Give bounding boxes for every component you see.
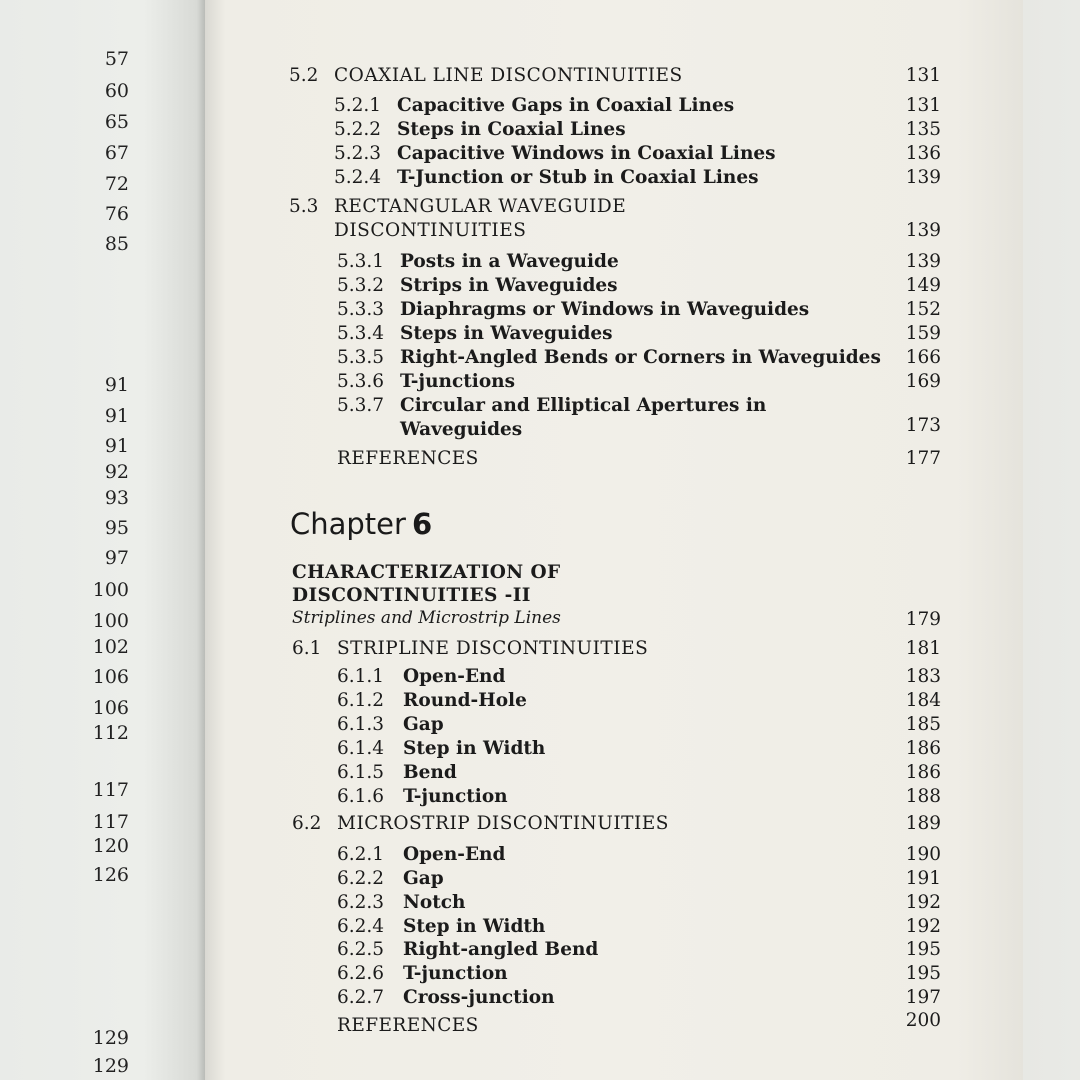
page-number: 184	[905, 690, 941, 711]
left-page-number: 72	[104, 173, 129, 195]
references-label: REFERENCES	[337, 448, 479, 469]
section-title: MICROSTRIP DISCONTINUITIES	[337, 813, 669, 834]
page-number: 195	[905, 939, 941, 960]
chapter-label: Chapter	[290, 507, 406, 541]
toc-references	[0, 1010, 1080, 1039]
toc-section-6-1	[0, 636, 1080, 662]
section-number: 6.1	[292, 638, 322, 659]
entry-title: Capacitive Gaps in Coaxial Lines	[397, 95, 735, 116]
toc-entry	[0, 117, 1080, 143]
toc-section-6-2	[0, 811, 1080, 837]
chapter-subtitle: Striplines and Microstrip Lines	[292, 608, 561, 628]
entry-number: 6.2.4	[337, 916, 385, 937]
entry-number: 5.3.4	[337, 323, 385, 344]
left-page-number: 126	[92, 864, 129, 886]
entry-number: 6.1.1	[337, 666, 385, 687]
entry-number: 5.3.6	[337, 371, 385, 392]
toc-entry	[0, 784, 1080, 810]
entry-title: T-Junction or Stub in Coaxial Lines	[397, 167, 759, 188]
entry-number: 6.2.5	[337, 939, 385, 960]
entry-number: 5.3.3	[337, 299, 385, 320]
left-page-number: 57	[104, 48, 129, 70]
entry-number: 5.3.7	[337, 395, 385, 416]
section-number: 5.2	[289, 65, 319, 86]
entry-number: 6.1.3	[337, 714, 385, 735]
entry-number: 6.2.7	[337, 987, 385, 1008]
page-number: 131	[905, 65, 941, 86]
toc-entry	[0, 141, 1080, 167]
entry-number: 5.2.1	[334, 95, 382, 116]
chapter-page-row	[0, 607, 1080, 633]
toc-entry	[0, 890, 1080, 916]
entry-title: T-junction	[403, 786, 508, 807]
page-number: 186	[905, 738, 941, 759]
page-number: 195	[905, 963, 941, 984]
page-number: 192	[905, 916, 941, 937]
entry-number: 6.1.4	[337, 738, 385, 759]
page-number: 173	[905, 415, 941, 436]
entry-number: 6.2.6	[337, 963, 385, 984]
entry-number: 6.2.1	[337, 844, 385, 865]
toc-entry	[0, 664, 1080, 690]
page-number: 139	[905, 220, 941, 241]
page-number: 159	[905, 323, 941, 344]
toc-entry	[0, 760, 1080, 786]
page-number: 191	[905, 868, 941, 889]
entry-title: Steps in Waveguides	[400, 323, 613, 344]
entry-number: 5.3.2	[337, 275, 385, 296]
page-number: 179	[905, 609, 941, 630]
entry-title: Gap	[403, 868, 444, 889]
toc-entry	[0, 712, 1080, 738]
toc-entry	[0, 369, 1080, 395]
page-number: 185	[905, 714, 941, 735]
toc-section-5-2	[0, 63, 1080, 89]
left-page-number: 129	[92, 1027, 129, 1049]
page-number: 183	[905, 666, 941, 687]
entry-number: 6.1.5	[337, 762, 385, 783]
section-title-continued: DISCONTINUITIES	[334, 220, 527, 241]
entry-title: Right-angled Bend	[403, 939, 599, 960]
toc-entry	[0, 273, 1080, 299]
toc-entry	[0, 297, 1080, 323]
page-number: 189	[905, 813, 941, 834]
entry-title: Steps in Coaxial Lines	[397, 119, 626, 140]
entry-number: 6.1.6	[337, 786, 385, 807]
entry-title: Gap	[403, 714, 444, 735]
left-page-number: 106	[92, 666, 129, 688]
toc-entry	[0, 249, 1080, 275]
entry-number: 6.2.3	[337, 892, 385, 913]
entry-number: 5.3.1	[337, 251, 385, 272]
left-page-number: 93	[104, 487, 129, 509]
toc-entry	[0, 93, 1080, 119]
entry-title: Circular and Elliptical Apertures in	[400, 395, 767, 416]
left-page-number: 85	[104, 233, 129, 255]
left-page-number: 92	[104, 461, 129, 483]
section-title: RECTANGULAR WAVEGUIDE	[334, 196, 627, 217]
entry-title: T-junction	[403, 963, 508, 984]
page-number: 139	[905, 167, 941, 188]
toc-section-5-3-line2	[0, 218, 1080, 244]
page-number: 190	[905, 844, 941, 865]
entry-title: Strips in Waveguides	[400, 275, 618, 296]
page-number: 135	[905, 119, 941, 140]
page-number: 149	[905, 275, 941, 296]
toc-entry	[0, 937, 1080, 963]
left-page-number: 117	[92, 779, 129, 801]
toc-references	[0, 446, 1080, 472]
toc-entry	[0, 961, 1080, 987]
left-page-number: 95	[104, 517, 129, 539]
left-page-number: 91	[104, 405, 129, 427]
page-number: 169	[905, 371, 941, 392]
entry-title: Step in Width	[403, 738, 546, 759]
left-page-number: 100	[92, 610, 129, 632]
section-number: 6.2	[292, 813, 322, 834]
section-number: 5.3	[289, 196, 319, 217]
left-page-number: 76	[104, 203, 129, 225]
entry-title: Step in Width	[403, 916, 546, 937]
left-page-number: 102	[92, 636, 129, 658]
left-page-number: 91	[104, 435, 129, 457]
entry-title: Round-Hole	[403, 690, 527, 711]
page-number: 181	[905, 638, 941, 659]
page-number: 136	[905, 143, 941, 164]
left-page-number: 129	[92, 1055, 129, 1077]
entry-title: Diaphragms or Windows in Waveguides	[400, 299, 810, 320]
toc-entry	[0, 736, 1080, 762]
toc-entry	[0, 866, 1080, 892]
page-number: 186	[905, 762, 941, 783]
references-label: REFERENCES	[337, 1015, 479, 1036]
page-number: 166	[905, 347, 941, 368]
entry-title: Cross-junction	[403, 987, 555, 1008]
chapter-title-line2: DISCONTINUITIES -II	[292, 585, 531, 606]
page-number: 152	[905, 299, 941, 320]
entry-title: Bend	[403, 762, 457, 783]
left-page-number: 91	[104, 374, 129, 396]
entry-number: 5.3.5	[337, 347, 385, 368]
entry-number: 5.2.3	[334, 143, 382, 164]
page-number: 197	[905, 987, 941, 1008]
entry-title: T-junctions	[400, 371, 516, 392]
left-page-number: 117	[92, 811, 129, 833]
entry-number: 5.2.2	[334, 119, 382, 140]
entry-title: Right-Angled Bends or Corners in Waveguides	[400, 347, 881, 368]
left-page-number: 100	[92, 579, 129, 601]
left-page-number: 112	[92, 722, 129, 744]
toc-entry-continued	[0, 417, 1080, 443]
page-number: 139	[905, 251, 941, 272]
toc-entry	[0, 345, 1080, 371]
toc-entry	[0, 688, 1080, 714]
toc-entry	[0, 842, 1080, 868]
toc-entry	[0, 321, 1080, 347]
page-number: 131	[905, 95, 941, 116]
page-number: 177	[905, 448, 941, 469]
entry-title: Open-End	[403, 844, 506, 865]
page-number: 188	[905, 786, 941, 807]
page-number: 192	[905, 892, 941, 913]
left-page-number: 106	[92, 697, 129, 719]
left-page-number: 65	[104, 111, 129, 133]
toc-entry	[0, 165, 1080, 191]
toc-section-5-3	[0, 194, 1080, 220]
entry-number: 6.2.2	[337, 868, 385, 889]
section-title: COAXIAL LINE DISCONTINUITIES	[334, 65, 683, 86]
left-page-number: 67	[104, 142, 129, 164]
chapter-heading	[290, 507, 432, 541]
chapter-title: CHARACTERIZATION OF	[292, 562, 561, 583]
entry-title: Notch	[403, 892, 466, 913]
page-number: 200	[905, 1010, 941, 1031]
left-page-number: 97	[104, 547, 129, 569]
entry-number: 6.1.2	[337, 690, 385, 711]
chapter-number: 6	[411, 507, 433, 541]
section-title: STRIPLINE DISCONTINUITIES	[337, 638, 649, 659]
entry-title: Open-End	[403, 666, 506, 687]
entry-title: Capacitive Windows in Coaxial Lines	[397, 143, 776, 164]
left-page-number: 120	[92, 835, 129, 857]
entry-title-continued: Waveguides	[400, 419, 523, 440]
left-page-number: 60	[104, 80, 129, 102]
entry-number: 5.2.4	[334, 167, 382, 188]
entry-title: Posts in a Waveguide	[400, 251, 619, 272]
